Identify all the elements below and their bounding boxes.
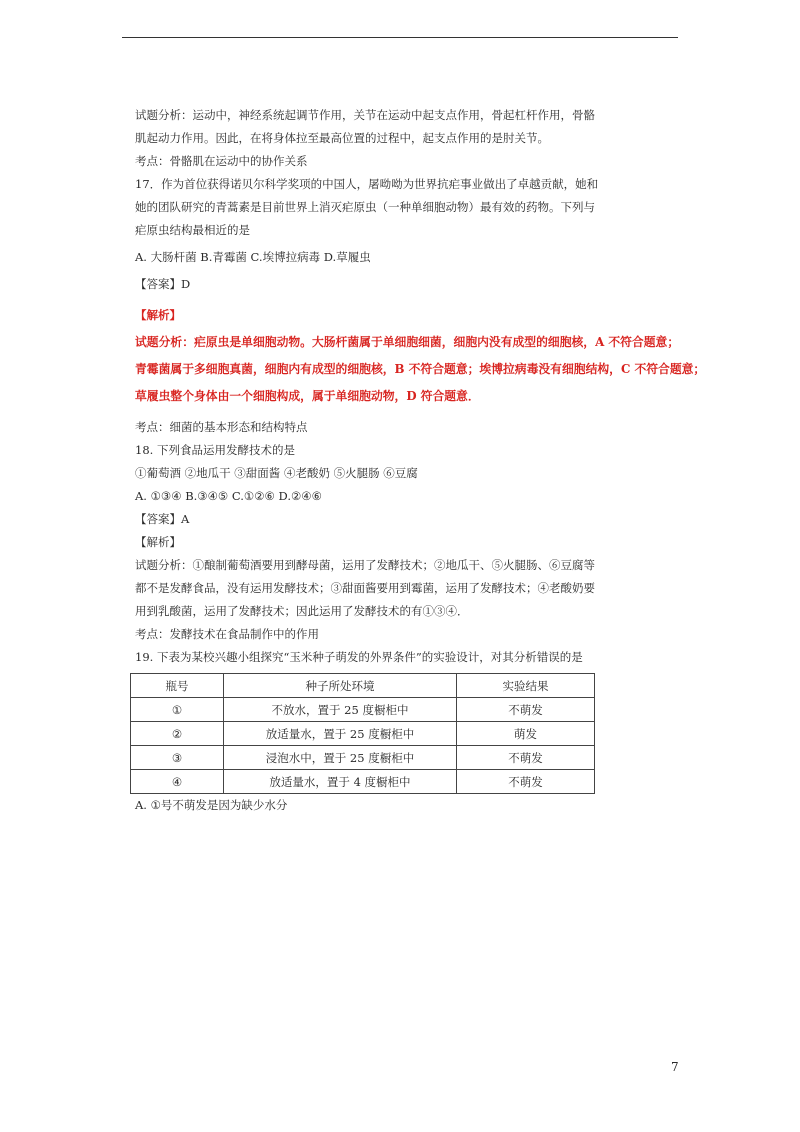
table-cell: 浸泡水中，置于 25 度橱柜中	[224, 746, 457, 770]
question-stem: 她的团队研究的青蒿素是目前世界上消灭疟原虫（一种单细胞动物）最有效的药物。下列与	[135, 200, 595, 214]
kaodian-line: 考点：发酵技术在食品制作中的作用	[135, 627, 319, 641]
question-18	[135, 439, 595, 646]
page-number: 7	[671, 1060, 679, 1074]
table-row	[131, 722, 595, 746]
table-header-cell: 实验结果	[457, 674, 595, 698]
question-17	[135, 173, 706, 439]
jiexi-line: 用到乳酸菌，运用了发酵技术；因此运用了发酵技术的有①③④．	[135, 604, 469, 618]
page-content	[135, 104, 706, 817]
question-options: A. 大肠杆菌 B.青霉菌 C.埃博拉病毒 D.草履虫	[135, 250, 371, 264]
question-stem: 疟原虫结构最相近的是	[135, 223, 250, 237]
question-19	[135, 646, 595, 817]
table-cell: ①	[131, 698, 224, 722]
question-stem: 19. 下表为某校兴趣小组探究“玉米种子萌发的外界条件”的实验设计，对其分析错误的是	[135, 650, 583, 664]
table-row	[131, 698, 595, 722]
table-cell: 放适量水，置于 4 度橱柜中	[224, 770, 457, 794]
answer-line: 【答案】A	[135, 512, 190, 526]
jiexi-line: 草履虫整个身体由一个细胞构成，属于单细胞动物，D 符合题意．	[135, 389, 480, 403]
table-header-cell: 瓶号	[131, 674, 224, 698]
analysis-line: 肌起动力作用。因此，在将身体拉至最高位置的过程中，起支点作用的是肘关节。	[135, 131, 549, 145]
table-cell: 不萌发	[457, 770, 595, 794]
analysis-line: 试题分析：运动中，神经系统起调节作用，关节在运动中起支点作用，骨起杠杆作用，骨骼	[135, 108, 595, 122]
table-header-cell: 种子所处环境	[224, 674, 457, 698]
analysis-q16	[135, 104, 595, 173]
kaodian-line: 考点：细菌的基本形态和结构特点	[135, 420, 308, 434]
table-cell: 不萌发	[457, 746, 595, 770]
table-row	[131, 770, 595, 794]
jiexi-heading: 【解析】	[135, 535, 181, 549]
question-option-a: A. ①号不萌发是因为缺少水分	[135, 798, 288, 812]
header-rule	[122, 37, 678, 38]
question-stem: 18. 下列食品运用发酵技术的是	[135, 443, 295, 457]
answer-line: 【答案】D	[135, 277, 191, 291]
table-cell: 放适量水，置于 25 度橱柜中	[224, 722, 457, 746]
jiexi-line: 都不是发酵食品，没有运用发酵技术；③甜面酱要用到霉菌，运用了发酵技术；④老酸奶要	[135, 581, 595, 595]
table-cell: ④	[131, 770, 224, 794]
question-items: ①葡萄酒 ②地瓜干 ③甜面酱 ④老酸奶 ⑤火腿肠 ⑥豆腐	[135, 466, 418, 480]
jiexi-line: 青霉菌属于多细胞真菌，细胞内有成型的细胞核，B 不符合题意；埃博拉病毒没有细胞结构，C 不符合题意；	[135, 362, 706, 376]
table-header-row	[131, 674, 595, 698]
table-cell: ③	[131, 746, 224, 770]
table-cell: 不萌发	[457, 698, 595, 722]
table-cell: ②	[131, 722, 224, 746]
table-cell: 萌发	[457, 722, 595, 746]
question-options: A. ①③④ B.③④⑤ C.①②⑥ D.②④⑥	[135, 489, 322, 503]
kaodian-line: 考点：骨骼肌在运动中的协作关系	[135, 154, 308, 168]
table-cell: 不放水，置于 25 度橱柜中	[224, 698, 457, 722]
experiment-table	[130, 673, 595, 794]
jiexi-line: 试题分析：①酿制葡萄酒要用到酵母菌，运用了发酵技术；②地瓜干、⑤火腿肠、⑥豆腐等	[135, 558, 595, 572]
question-stem: 17．作为首位获得诺贝尔科学奖项的中国人，屠呦呦为世界抗疟事业做出了卓越贡献，她和	[135, 177, 599, 191]
table-row	[131, 746, 595, 770]
jiexi-heading: 【解析】	[135, 308, 181, 322]
jiexi-line: 试题分析：疟原虫是单细胞动物。大肠杆菌属于单细胞细菌，细胞内没有成型的细胞核，A 不符合题意；	[135, 335, 680, 349]
